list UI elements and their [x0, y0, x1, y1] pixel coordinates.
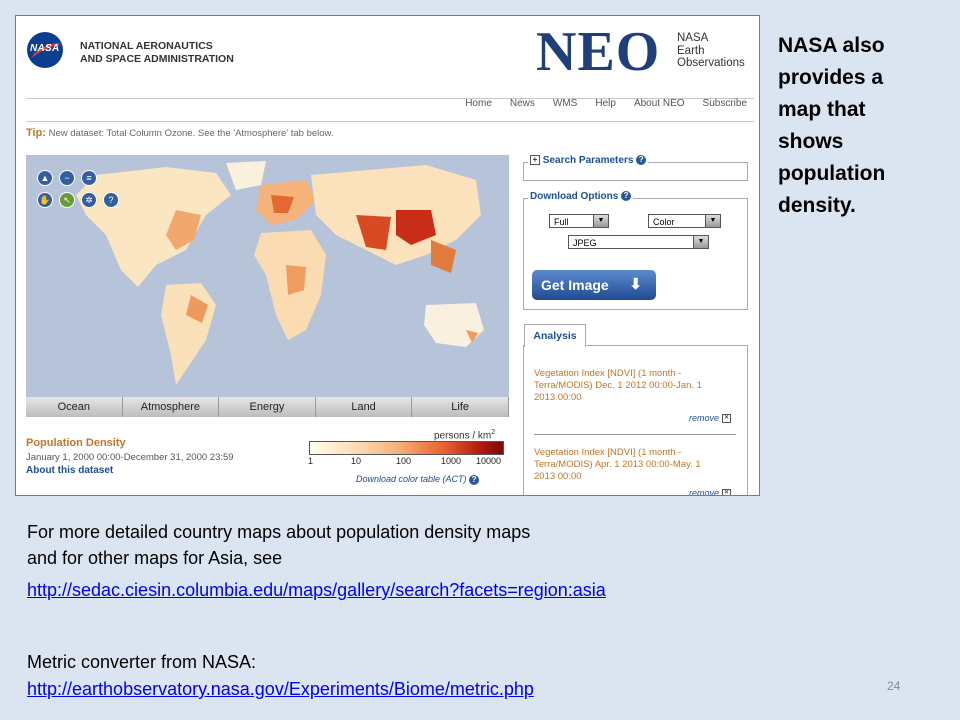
close-icon[interactable]: ✕: [724, 415, 730, 422]
nav-home[interactable]: Home: [465, 98, 492, 109]
analysis-item-line: Terra/MODIS) Dec. 1 2012 00:00-Jan. 1: [534, 380, 702, 391]
remove-label: remove: [689, 488, 720, 496]
dataset-date: January 1, 2000 00:00-December 31, 2000 23:59: [26, 452, 234, 463]
menu-icon[interactable]: ≡: [81, 170, 97, 186]
side-note-line: provides a: [778, 66, 884, 89]
download-options-title: [528, 191, 633, 202]
agency-name: [80, 40, 234, 66]
analysis-item-line: 2013 00:00: [534, 471, 582, 482]
nasa-logo-text: NASA: [30, 43, 60, 54]
download-color-table-link[interactable]: [356, 474, 479, 485]
get-image-button[interactable]: [532, 270, 656, 300]
nasa-logo[interactable]: [27, 32, 63, 68]
legend-units-text: persons / km: [434, 430, 492, 442]
tab-ocean[interactable]: Ocean: [26, 397, 123, 417]
nav-news[interactable]: News: [509, 98, 535, 109]
format-select[interactable]: [568, 235, 709, 249]
neo-sub-3: Observations: [677, 57, 745, 69]
help-icon[interactable]: ?: [621, 191, 631, 201]
zoom-out-icon[interactable]: −: [59, 170, 75, 186]
side-note-line: density.: [778, 194, 856, 217]
site-header: [16, 16, 759, 90]
analysis-divider: [534, 434, 736, 435]
agency-line-2: AND SPACE ADMINISTRATION: [80, 53, 234, 65]
dataset-title: Population Density: [26, 437, 126, 449]
legend-tick: 10: [351, 456, 362, 466]
chevron-down-icon: ▼: [593, 215, 608, 227]
size-select-value: Full: [554, 217, 569, 227]
side-note-line: NASA also: [778, 34, 885, 57]
download-options-label: Download Options: [530, 191, 619, 202]
neo-sub-1: NASA: [677, 32, 709, 44]
paragraph-1: [27, 519, 530, 571]
settings-icon[interactable]: ✲: [81, 192, 97, 208]
legend-units: [434, 429, 495, 441]
side-note-line: map that: [778, 98, 866, 121]
side-note-line: population: [778, 162, 886, 185]
select-tool-icon[interactable]: ↖: [59, 192, 75, 208]
chevron-down-icon: ▼: [693, 236, 708, 248]
nav-help[interactable]: Help: [595, 98, 616, 109]
tab-energy[interactable]: Energy: [219, 397, 316, 417]
size-select[interactable]: [549, 214, 609, 228]
about-dataset-link[interactable]: About this dataset: [26, 465, 114, 476]
category-tabs: [26, 397, 509, 417]
tab-analysis[interactable]: Analysis: [524, 324, 586, 347]
tip-text: New dataset: Total Column Ozone. See the 'Atmosphere' tab below.: [48, 128, 334, 139]
legend-units-sup: 2: [491, 429, 496, 436]
paragraph-line: For more detailed country maps about population density maps: [27, 522, 531, 542]
close-icon[interactable]: ✕: [722, 489, 731, 496]
analysis-item-line: Terra/MODIS) Apr. 1 2013 00:00-May. 1: [534, 459, 701, 470]
help-icon[interactable]: ?: [469, 475, 479, 485]
color-select[interactable]: [648, 214, 721, 228]
help-icon[interactable]: ?: [103, 192, 119, 208]
metric-converter-link[interactable]: http://earthobservatory.nasa.gov/Experiments/Biome/metric.php: [27, 679, 534, 699]
pan-up-icon[interactable]: ▲: [37, 170, 53, 186]
color-legend-bar: [309, 441, 504, 455]
top-nav: [465, 98, 747, 109]
analysis-item[interactable]: [534, 368, 734, 404]
get-image-label: Get Image: [541, 277, 609, 293]
download-color-table-text: Download color table (ACT): [356, 474, 467, 484]
neo-subtitle: [677, 32, 745, 70]
neo-screenshot: [15, 15, 760, 496]
tab-life[interactable]: Life: [412, 397, 509, 417]
hand-tool-icon[interactable]: ✋: [37, 192, 53, 208]
legend-tick: 1: [308, 456, 314, 466]
format-select-value: JPEG: [573, 238, 597, 248]
color-select-value: Color: [653, 217, 675, 227]
agency-line-1: NATIONAL AERONAUTICS: [80, 40, 213, 52]
world-map-image: [26, 155, 509, 398]
analysis-item-line: 2013 00:00: [534, 392, 582, 403]
remove-link[interactable]: [689, 488, 731, 496]
analysis-item[interactable]: [534, 447, 734, 483]
chevron-down-icon: ▼: [705, 215, 720, 227]
nav-divider: [26, 121, 754, 122]
legend-tick: 100: [396, 456, 412, 466]
side-note: [778, 30, 948, 222]
remove-label: remove: [689, 413, 720, 423]
population-map[interactable]: [26, 155, 509, 398]
analysis-item-line: Vegetation Index [NDVI] (1 month -: [534, 447, 682, 458]
tip-label: Tip:: [26, 127, 46, 139]
nav-subscribe[interactable]: Subscribe: [702, 98, 747, 109]
side-note-line: shows: [778, 130, 844, 153]
download-arrow-icon: ⬇: [629, 276, 642, 293]
legend-tick: 1000: [441, 456, 462, 466]
paragraph-line: and for other maps for Asia, see: [27, 548, 283, 568]
tip-banner: [26, 127, 334, 139]
neo-sub-2: Earth: [677, 44, 705, 57]
paragraph-2: Metric converter from NASA:: [27, 652, 257, 672]
tab-land[interactable]: Land: [316, 397, 413, 417]
search-parameters-title[interactable]: [528, 155, 648, 166]
help-icon[interactable]: ?: [636, 155, 646, 165]
analysis-item-line: Vegetation Index [NDVI] (1 month -: [534, 368, 682, 379]
nav-about-neo[interactable]: About NEO: [633, 98, 685, 109]
tab-atmosphere[interactable]: Atmosphere: [123, 397, 220, 417]
sedac-link[interactable]: http://sedac.ciesin.columbia.edu/maps/gallery/search?facets=region:asia: [27, 580, 606, 600]
neo-logo[interactable]: NEO: [536, 21, 661, 83]
search-parameters-label: Search Parameters: [542, 155, 634, 166]
remove-link[interactable]: [689, 413, 731, 423]
page-number: 24: [887, 679, 901, 693]
expand-icon[interactable]: +: [530, 155, 540, 165]
legend-tick: 10000: [476, 456, 502, 466]
nav-wms[interactable]: WMS: [552, 98, 578, 109]
